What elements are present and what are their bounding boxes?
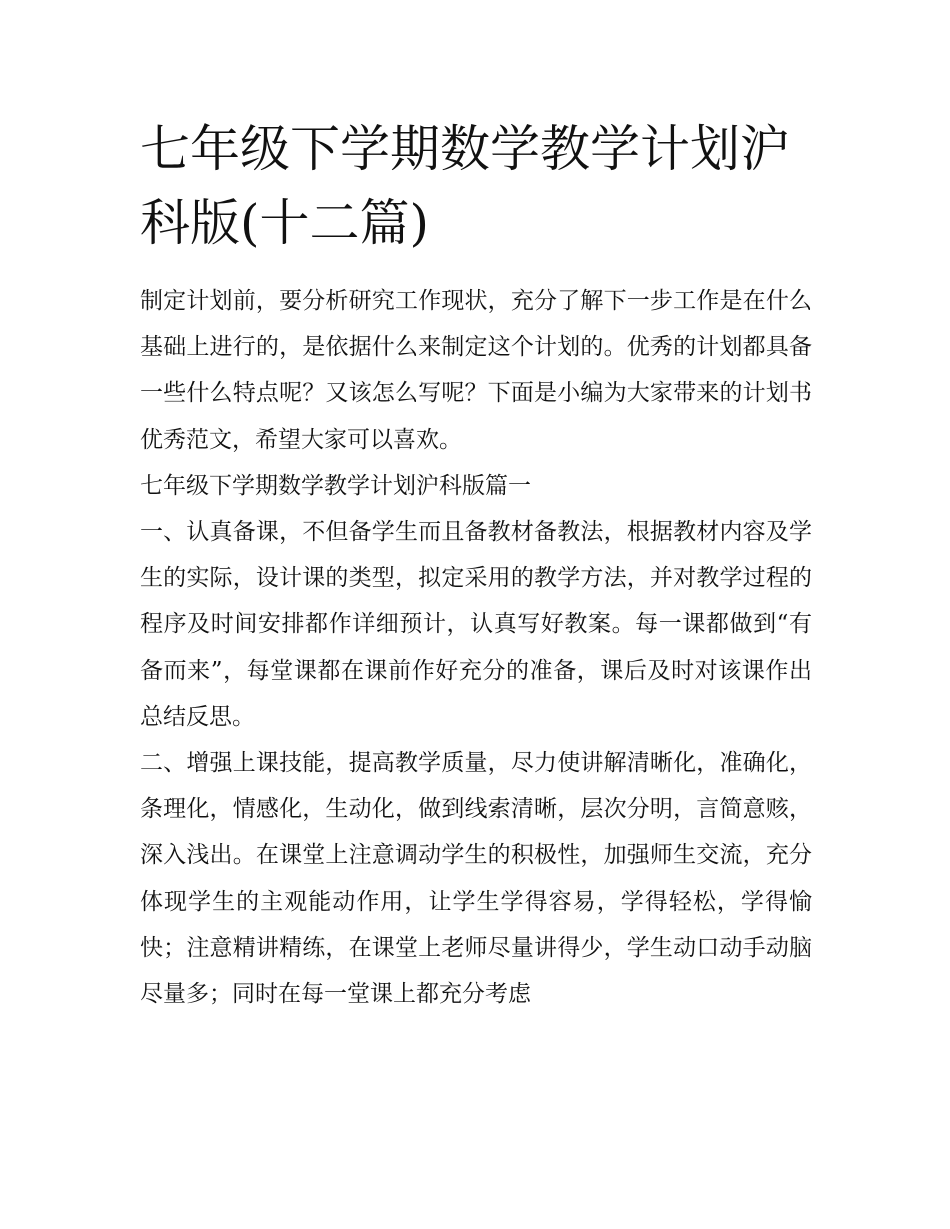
intro-paragraph: 制定计划前，要分析研究工作现状，充分了解下一步工作是在什么基础上进行的，是依据什么来制定这个计划的。优秀的计划都具备一些什么特点呢？又该怎么写呢？下面是小编为大家带来的计划书优秀范文，希望大家可以喜欢。 — [140, 288, 812, 453]
document-body — [140, 112, 812, 1017]
section-heading: 七年级下学期数学教学计划沪科版篇一 — [140, 472, 531, 499]
document-title: 七年级下学期数学教学计划沪科版(十二篇) — [140, 120, 790, 252]
body-paragraph-2: 二、增强上课技能，提高教学质量，尽力使讲解清晰化，准确化，条理化，情感化，生动化，做到线索清晰，层次分明，言简意赅，深入浅出。在课堂上注意调动学生的积极性，加强师生交流，充分体现学生的主观能动作用，让学生学得容易，学得轻松，学得愉快；注意精讲精练，在课堂上老师尽量讲得少，学生动口动手动脑尽量多；同时在每一堂课上都充分考虑 — [140, 750, 812, 1008]
body-paragraph-1: 一、认真备课，不但备学生而且备教材备教法，根据教材内容及学生的实际，设计课的类型，拟定采用的教学方法，并对教学过程的程序及时间安排都作详细预计，认真写好教案。每一课都做到“有备而来”，每堂课都在课前作好充分的准备，课后及时对该课作出总结反思。 — [140, 519, 812, 730]
